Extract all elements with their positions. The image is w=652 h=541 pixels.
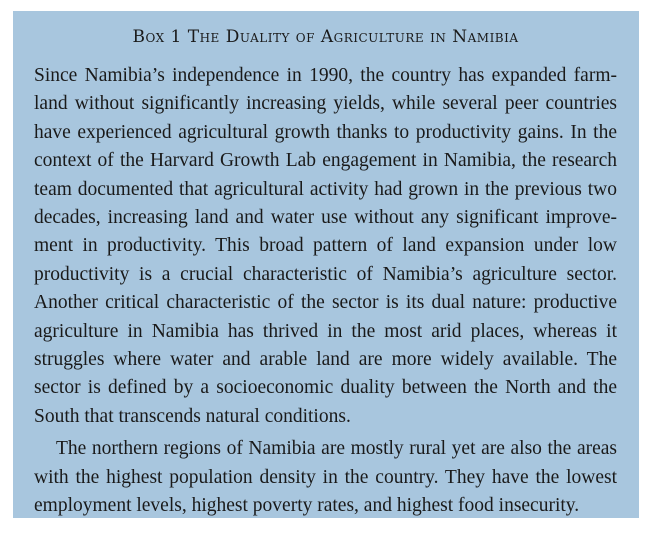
paragraph-1: Since Namibia’s independence in 1990, the country has expanded farmland without significantly increasing yields, while several peer countries have experienced agricultural growth thanks to productivity gains. In the context of the Harvard Growth Lab engagement in Namibia, the research team documented that agricultural activity had grown in the previous two decades, increasing land and water use without any significant improvement in productivity. This broad pattern of land expansion under low productivity is a crucial characteristic of Namibia’s agriculture sector. Another critical characteristic of the sector is its dual nature: productive agriculture in Namibia has thrived in the most arid places, whereas it struggles where water and arable land are more widely available. The sector is defined by a socioeconomic duality between the North and the South that transcends natural conditions. xyxy=(34,65,617,427)
paragraph-2: The northern regions of Namibia are mostly rural yet are also the areas with the highest population density in the country. They have the lowest employment levels, highest poverty rates, and highest food insecurity. xyxy=(34,438,617,517)
box-title: Box 1 The Duality of Agriculture in Namibia xyxy=(132,27,519,47)
text-box xyxy=(13,11,639,518)
